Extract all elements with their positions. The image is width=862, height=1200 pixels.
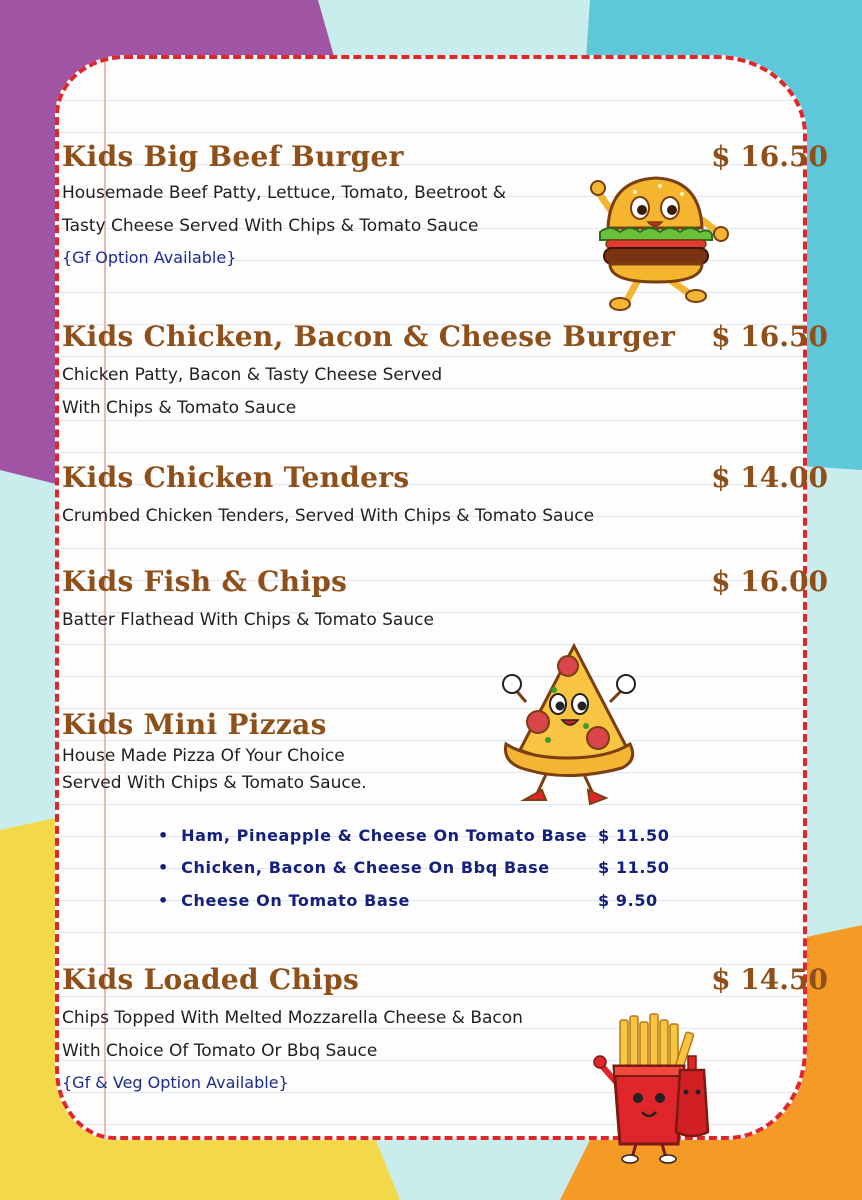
item-description-line: Served With Chips & Tomato Sauce.	[62, 773, 367, 793]
pizza-option-label: Ham, Pineapple & Cheese On Tomato Base	[181, 826, 588, 845]
item-description-line: Chicken Patty, Bacon & Tasty Cheese Served	[62, 365, 443, 385]
item-title: Kids Chicken Tenders	[62, 461, 410, 494]
item-price: $ 14.00	[711, 461, 828, 494]
menu-item-loaded-chips	[62, 963, 832, 1099]
burger-mascot-icon	[590, 170, 730, 315]
pizza-option-label: Chicken, Bacon & Cheese On Bbq Base	[181, 858, 550, 877]
item-description-line: Batter Flathead With Chips & Tomato Sauce	[62, 610, 434, 630]
menu-item-mini-pizzas	[62, 708, 832, 797]
item-title: Kids Mini Pizzas	[62, 708, 327, 741]
item-price: $ 16.50	[711, 140, 828, 173]
item-title: Kids Loaded Chips	[62, 963, 360, 996]
item-description-line: House Made Pizza Of Your Choice	[62, 746, 345, 766]
bullet: •	[158, 826, 169, 845]
item-description-line: Chips Topped With Melted Mozzarella Cheese & Bacon	[62, 1008, 523, 1028]
item-price: $ 14.50	[711, 963, 828, 996]
bullet: •	[158, 891, 169, 910]
pizza-option-row	[158, 891, 698, 923]
pizza-mascot-icon	[498, 640, 640, 812]
pizza-option-row	[158, 858, 698, 890]
item-title: Kids Chicken, Bacon & Cheese Burger	[62, 320, 676, 353]
menu-item-chicken-bacon-cheese-burger	[62, 320, 832, 424]
item-price: $ 16.50	[711, 320, 828, 353]
pizza-option-name	[158, 826, 587, 845]
item-description-line: With Choice Of Tomato Or Bbq Sauce	[62, 1040, 378, 1061]
pizza-option-row	[158, 826, 698, 858]
menu-item-fish-and-chips	[62, 565, 832, 637]
pizza-option-name	[158, 891, 410, 910]
pizza-option-price: $ 11.50	[598, 858, 670, 877]
item-title: Kids Fish & Chips	[62, 565, 348, 598]
item-note: {Gf Option Available}	[62, 248, 237, 267]
item-title: Kids Big Beef Burger	[62, 140, 404, 173]
fries-mascot-icon	[592, 1012, 716, 1164]
item-description-line: With Chips & Tomato Sauce	[62, 397, 297, 418]
bullet: •	[158, 858, 169, 877]
pizza-option-price: $ 11.50	[598, 826, 670, 845]
item-price: $ 16.00	[711, 565, 828, 598]
pizza-option-price: $ 9.50	[598, 891, 658, 910]
item-description-line: Crumbed Chicken Tenders, Served With Chips & Tomato Sauce	[62, 506, 595, 526]
pizza-option-name	[158, 858, 550, 877]
menu-item-chicken-tenders	[62, 461, 832, 533]
pizza-option-label: Cheese On Tomato Base	[181, 891, 410, 910]
item-note: {Gf & Veg Option Available}	[62, 1073, 289, 1092]
item-description-line: Housemade Beef Patty, Lettuce, Tomato, Beetroot &	[62, 183, 507, 203]
item-description-line: Tasty Cheese Served With Chips & Tomato Sauce	[62, 215, 479, 236]
